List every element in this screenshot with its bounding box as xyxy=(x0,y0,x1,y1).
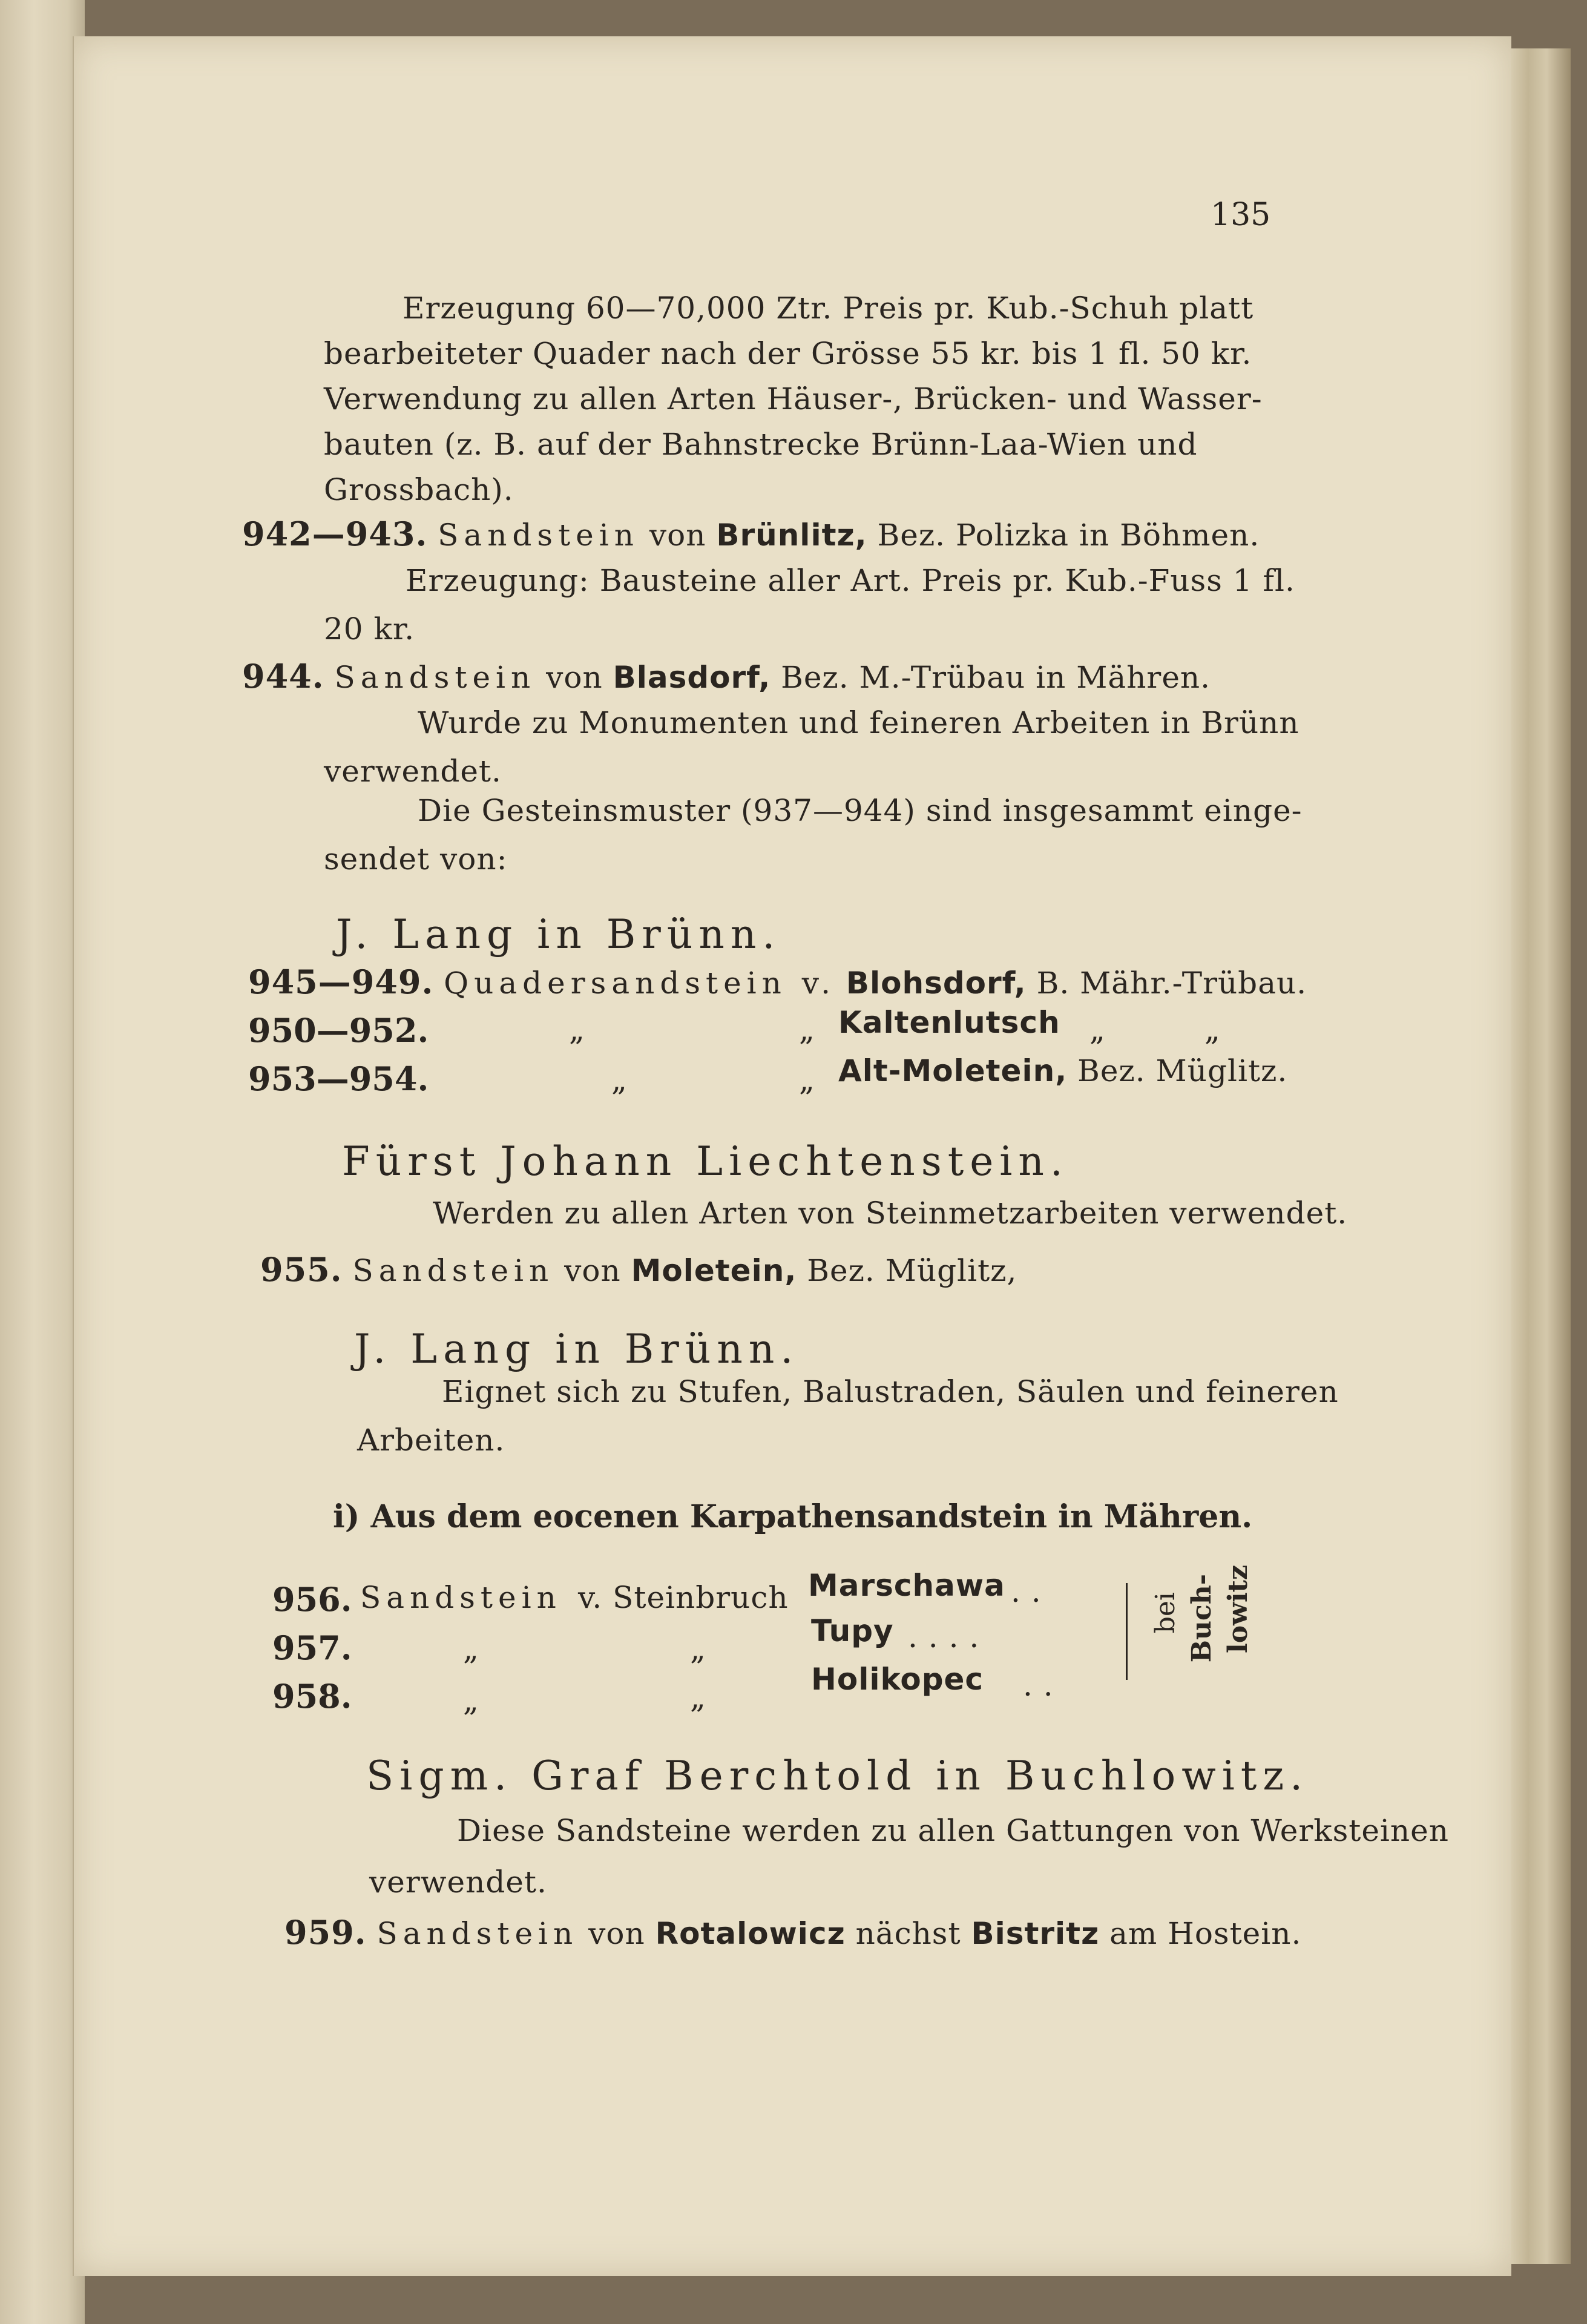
text-line: Wurde zu Monumenten und feineren Arbeiten in Brünn xyxy=(418,705,1300,740)
text-line: Arbeiten. xyxy=(357,1423,505,1458)
entry-number: 955. xyxy=(260,1250,343,1289)
text-line: Diese Sandsteine werden zu allen Gattungen von Werksteinen xyxy=(457,1813,1449,1848)
section-heading: J. Lang in Brünn. xyxy=(354,1326,800,1372)
stone-type: Sandstein xyxy=(438,518,639,553)
entry-942-943 xyxy=(242,515,1260,553)
entry-rest: Bez. M.-Trübau in Mähren. xyxy=(781,660,1211,695)
preposition: von xyxy=(588,1916,645,1951)
leader-dots: . . xyxy=(1023,1668,1054,1703)
stone-type: Sandstein xyxy=(334,660,536,695)
section-heading: Fürst Johann Liechtenstein. xyxy=(342,1138,1069,1185)
text-line: bauten (z. B. auf der Bahnstrecke Brünn-Laa-Wien und xyxy=(324,427,1198,462)
text-line: Werden zu allen Arten von Steinmetzarbeiten verwendet. xyxy=(433,1196,1348,1231)
entry-number: 942—943. xyxy=(242,515,428,553)
bracket-label: lowitz xyxy=(1223,1565,1254,1653)
stone-type: Sandstein xyxy=(352,1253,554,1288)
place-name: Bistritz xyxy=(971,1916,1100,1951)
place-name: Blohsdorf, xyxy=(846,966,1027,1001)
ditto-mark: „ xyxy=(690,1680,706,1715)
text-line: 20 kr. xyxy=(324,611,415,647)
place-name: Alt-Moletein, xyxy=(838,1053,1068,1088)
place-name: Holikopec xyxy=(811,1662,984,1697)
entry-rest: B. Mähr.-Trübau. xyxy=(1036,966,1307,1001)
entry-rest: Bez. Müglitz. xyxy=(1077,1053,1288,1088)
entry-953-place xyxy=(838,1053,1287,1088)
entry-944 xyxy=(242,657,1211,696)
entry-number: 959. xyxy=(284,1913,367,1952)
text-line: verwendet. xyxy=(369,1865,547,1900)
ditto-mark: „ xyxy=(611,1062,628,1098)
text-line: sendet von: xyxy=(324,841,508,877)
text-line: Eignet sich zu Stufen, Balustraden, Säulen und feineren xyxy=(442,1374,1339,1409)
text-line: Erzeugung: Bausteine aller Art. Preis pr. Kub.-Fuss 1 fl. xyxy=(406,563,1295,598)
place-name: Blasdorf, xyxy=(613,660,771,695)
entry-text: v. Steinbruch xyxy=(578,1580,789,1615)
page-edge xyxy=(1510,48,1571,2264)
text-line: Grossbach). xyxy=(324,472,514,507)
entry-rest: Bez. Müglitz, xyxy=(807,1253,1017,1288)
book-gutter xyxy=(0,0,85,2324)
ditto-mark: „ xyxy=(1204,1012,1221,1047)
ditto-mark: „ xyxy=(1089,1012,1106,1047)
place-name: Marschawa xyxy=(808,1568,1005,1603)
place-name: Rotalowicz xyxy=(655,1916,846,1951)
text-line: Verwendung zu allen Arten Häuser-, Brücken- und Wasser- xyxy=(324,381,1263,416)
entry-959 xyxy=(284,1913,1301,1952)
entry-number: 950—952. xyxy=(248,1011,429,1050)
place-name: Kaltenlutsch xyxy=(838,1005,1060,1040)
entry-number: 945—949. xyxy=(248,963,434,1001)
preposition: von xyxy=(546,660,603,695)
page-number: 135 xyxy=(1211,197,1271,233)
ditto-mark: „ xyxy=(569,1012,585,1047)
ditto-mark: „ xyxy=(799,1012,815,1047)
preposition: von xyxy=(649,518,706,553)
bracket-label: Buch- xyxy=(1186,1574,1217,1663)
entry-rest: Bez. Polizka in Böhmen. xyxy=(877,518,1260,553)
entry-number: 957. xyxy=(272,1628,352,1667)
entry-rest: am Hostein. xyxy=(1109,1916,1302,1951)
ditto-mark: „ xyxy=(463,1683,479,1718)
place-name: Moletein, xyxy=(631,1253,797,1288)
leader-dots: . . . . xyxy=(908,1619,980,1654)
text-line: Die Gesteinsmuster (937—944) sind insgesammt einge- xyxy=(418,793,1303,828)
entry-number: 953—954. xyxy=(248,1059,429,1098)
preposition: von xyxy=(564,1253,621,1288)
text-line: Erzeugung 60—70,000 Ztr. Preis pr. Kub.-Schuh platt xyxy=(402,291,1254,326)
section-heading: J. Lang in Brünn. xyxy=(336,911,781,958)
place-name: Tupy xyxy=(811,1613,894,1648)
subsection-heading: i) Aus dem eocenen Karpathensandstein in Mähren. xyxy=(333,1498,1253,1535)
ditto-mark: „ xyxy=(690,1631,706,1667)
bracket-label: bei xyxy=(1150,1592,1181,1634)
text-line: verwendet. xyxy=(324,754,502,789)
entry-955 xyxy=(260,1250,1017,1289)
brace xyxy=(1126,1583,1128,1680)
entry-number: 944. xyxy=(242,657,324,696)
entry-945-949 xyxy=(248,963,1307,1001)
entry-number: 958. xyxy=(272,1677,352,1716)
ditto-mark: „ xyxy=(463,1631,479,1667)
section-heading: Sigm. Graf Berchtold in Buchlowitz. xyxy=(366,1753,1309,1799)
entry-text: nächst xyxy=(855,1916,961,1951)
place-name: Brünlitz, xyxy=(716,518,867,553)
ditto-mark: „ xyxy=(799,1062,815,1098)
stone-type: Sandstein xyxy=(376,1916,579,1951)
entry-number: 956. xyxy=(272,1580,352,1619)
stone-type: Sandstein xyxy=(360,1580,562,1615)
text-line: bearbeiteter Quader nach der Grösse 55 kr. bis 1 fl. 50 kr. xyxy=(324,336,1252,371)
stone-type: Quadersandstein v. xyxy=(444,966,836,1001)
leader-dots: . . xyxy=(1011,1574,1042,1609)
